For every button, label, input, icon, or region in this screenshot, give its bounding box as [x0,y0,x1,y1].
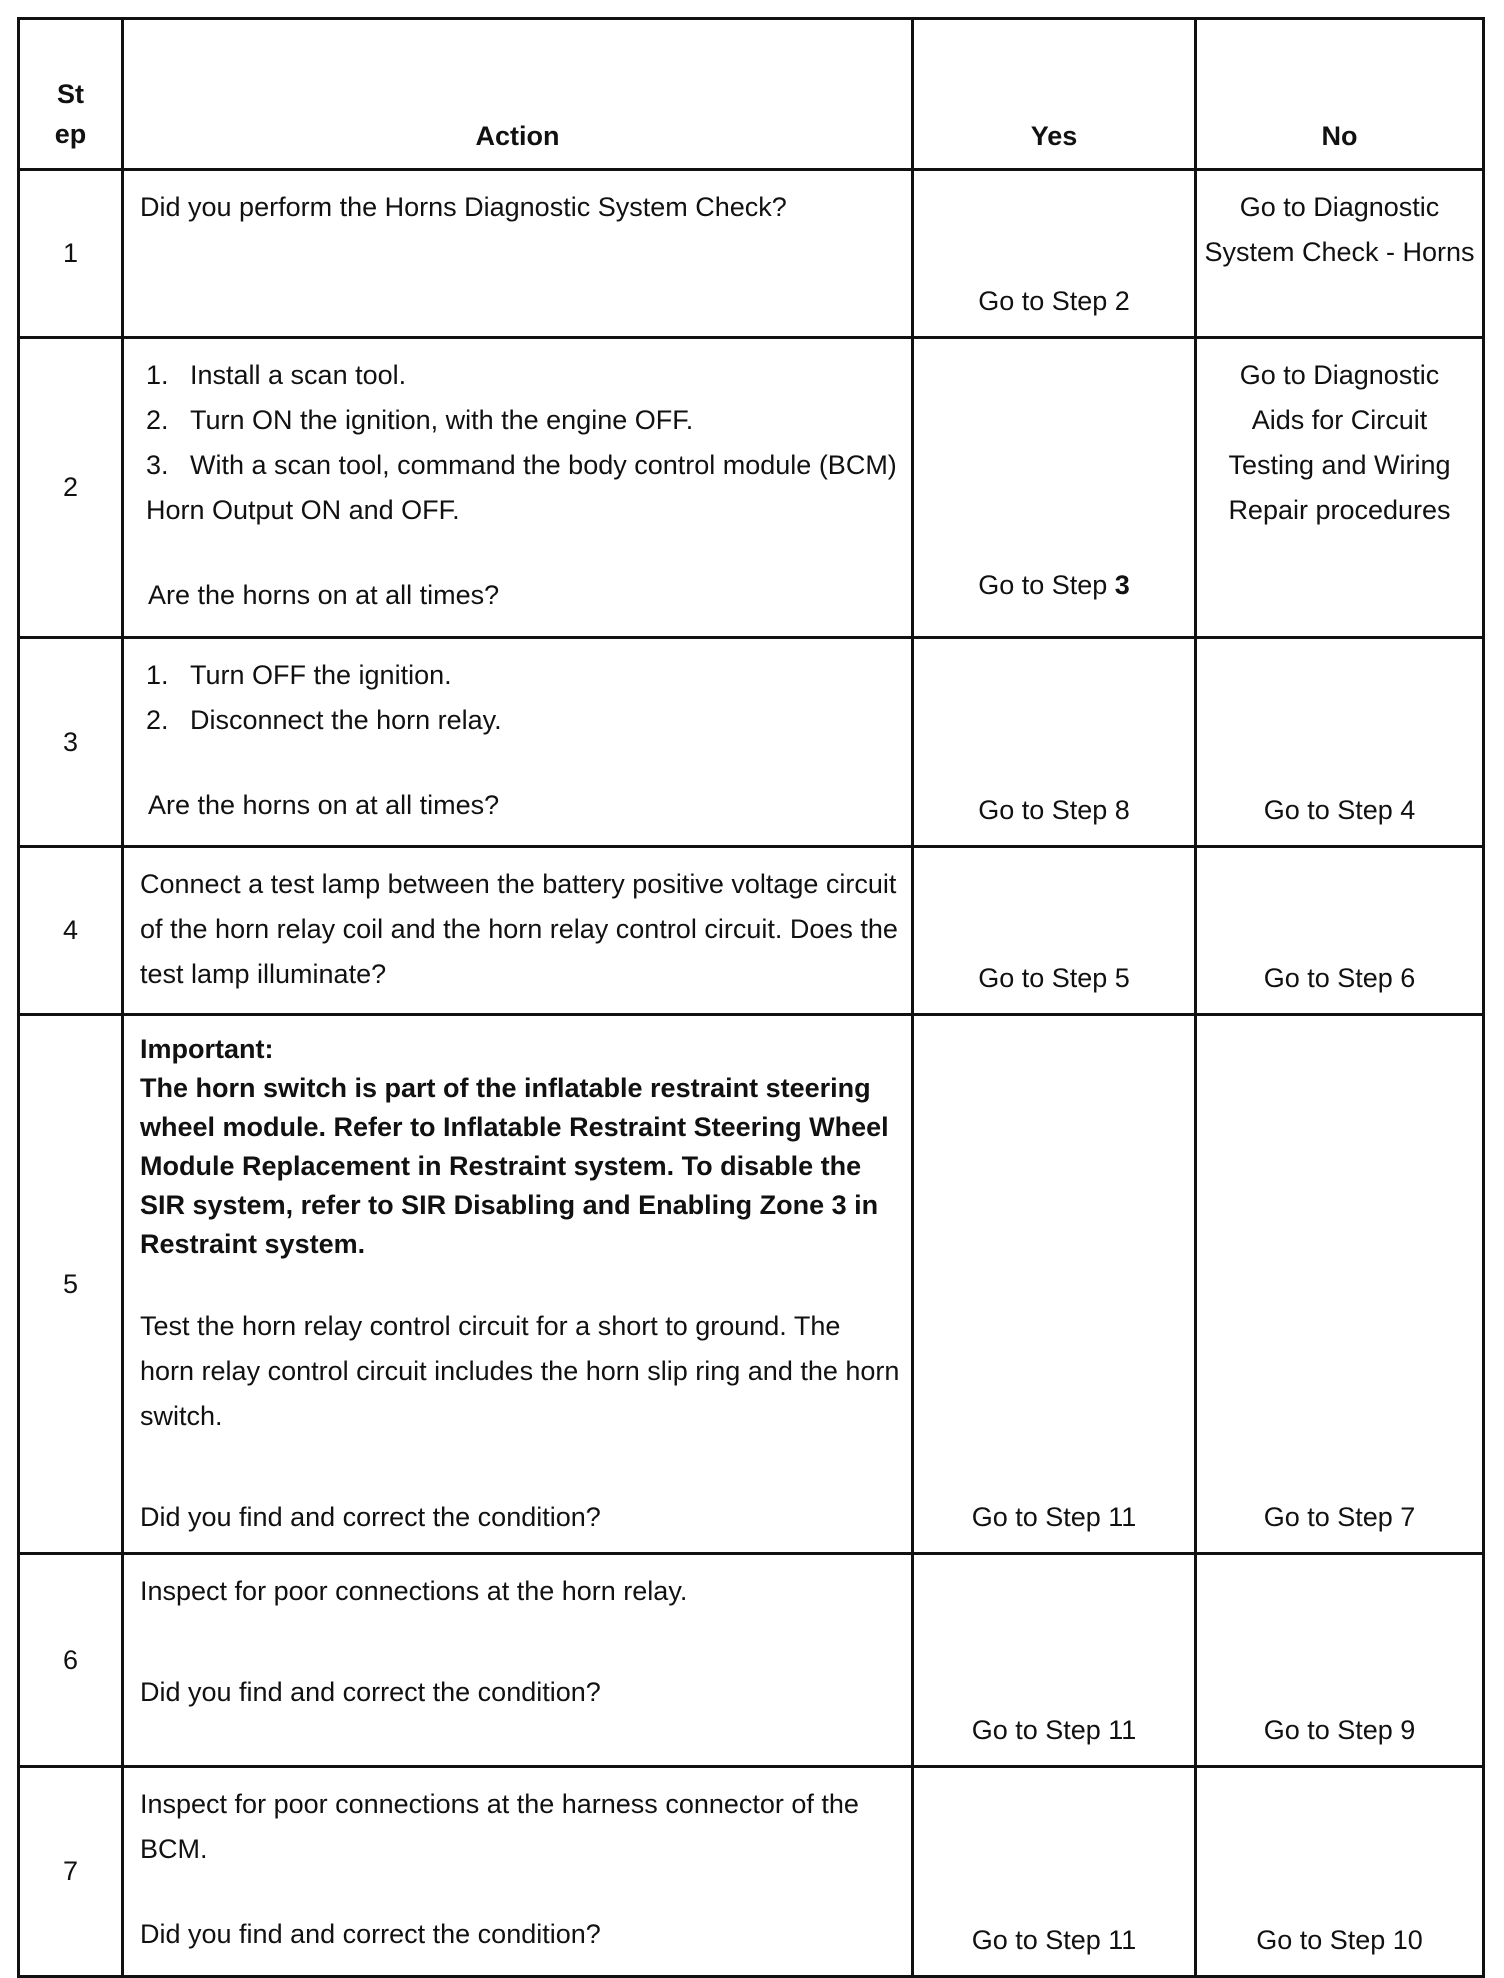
question-text: Did you find and correct the condition? [140,1502,601,1532]
yes-cell: Go to Step 2 [913,170,1196,338]
table-row [19,338,1484,638]
list-item: 1. Install a scan tool. [146,360,407,390]
action-text: Inspect for poor connections at the harness connector of the BCM. [140,1789,859,1864]
question-text: Did you find and correct the condition? [140,1677,601,1707]
header-step: St ep [19,19,123,170]
header-yes: Yes [913,19,1196,170]
action-cell [123,847,913,1015]
question-text: Are the horns on at all times? [148,790,500,820]
important-note: The horn switch is part of the inflatable restraint steering wheel module. Refer to Inflatable Restraint Steering Wheel Module Replacement in Restraint system. To disable the SIR system, refer to SIR Disabling and Enabling Zone 3 in Restraint system. [140,1073,889,1259]
no-cell: Go to Step 6 [1196,847,1484,1015]
list-item: 1. Turn OFF the ignition. [146,660,452,690]
header-no: No [1196,19,1484,170]
action-cell [123,1767,913,1977]
yes-cell: Go to Step 8 [913,638,1196,847]
table-row [19,638,1484,847]
diagnostic-table [17,17,1485,1978]
action-cell [123,170,913,338]
no-cell: Go to Step 9 [1196,1554,1484,1767]
action-text: Connect a test lamp between the battery positive voltage circuit of the horn relay coil and the horn relay control circuit. Does the test lamp illuminate? [140,869,898,989]
list-item: 2. Disconnect the horn relay. [146,705,502,735]
yes-cell: Go to Step 11 [913,1767,1196,1977]
yes-cell: Go to Step 3 [913,338,1196,638]
step-number: 3 [19,638,123,847]
no-cell: Go to Step 7 [1196,1015,1484,1554]
test-instructions: Test the horn relay control circuit for a short to ground. The horn relay control circuit includes the horn slip ring and the horn switch. [140,1311,900,1431]
question-text: Did you find and correct the condition? [140,1919,601,1949]
header-action: Action [123,19,913,170]
step-number: 2 [19,338,123,638]
action-cell [123,1015,913,1554]
yes-cell: Go to Step 11 [913,1554,1196,1767]
list-item: 2. Turn ON the ignition, with the engine OFF. [146,405,694,435]
list-item: 3. With a scan tool, command the body control module (BCM) Horn Output ON and OFF. [146,450,897,525]
no-cell: Go to Diagnostic System Check - Horns [1196,170,1484,338]
no-cell: Go to Step 10 [1196,1767,1484,1977]
action-text: Inspect for poor connections at the horn relay. [140,1576,688,1606]
action-text: Did you perform the Horns Diagnostic System Check? [140,192,787,222]
step-number: 1 [19,170,123,338]
step-number: 4 [19,847,123,1015]
no-cell: Go to Diagnostic Aids for Circuit Testing and Wiring Repair procedures [1196,338,1484,638]
action-cell [123,338,913,638]
table-row [19,170,1484,338]
action-cell [123,638,913,847]
action-cell [123,1554,913,1767]
step-number: 6 [19,1554,123,1767]
question-text: Are the horns on at all times? [148,580,500,610]
yes-cell: Go to Step 5 [913,847,1196,1015]
table-row [19,1767,1484,1977]
step-number: 7 [19,1767,123,1977]
table-row [19,1015,1484,1554]
yes-cell: Go to Step 11 [913,1015,1196,1554]
table-row [19,1554,1484,1767]
header-row [19,19,1484,170]
important-label: Important: [140,1034,274,1064]
no-cell: Go to Step 4 [1196,638,1484,847]
step-number: 5 [19,1015,123,1554]
table-row [19,847,1484,1015]
